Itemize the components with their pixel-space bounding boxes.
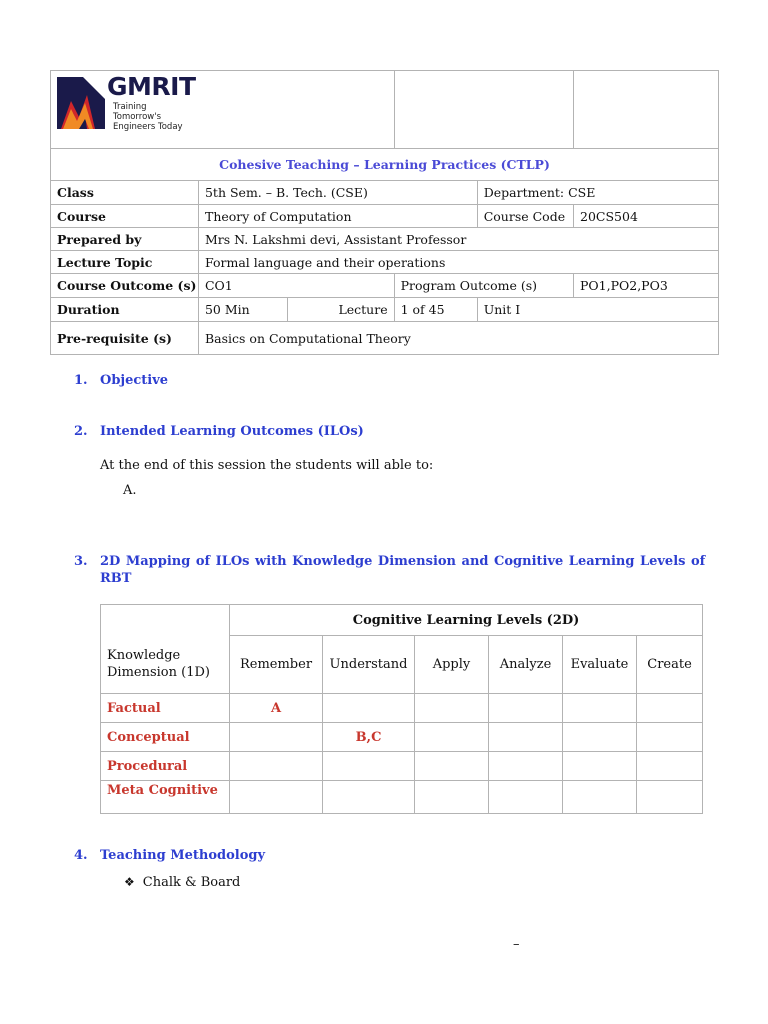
duration-value: 50 Min xyxy=(198,298,287,322)
table-cell xyxy=(415,752,489,781)
table-row xyxy=(101,781,703,814)
table-row xyxy=(101,694,703,723)
logo-tagline xyxy=(113,102,193,132)
course-outcome-value: CO1 xyxy=(198,274,394,298)
section-title-line-1: 2D Mapping of ILOs with Knowledge Dimension and Cognitive Learning Levels of xyxy=(100,554,706,569)
ilo-intro-text: At the end of this session the students will able to: xyxy=(100,458,434,473)
row-label-conceptual: Conceptual xyxy=(101,723,230,752)
level-header-evaluate: Evaluate xyxy=(563,636,637,694)
course-code-label: Course Code xyxy=(477,205,573,228)
blank-header-cell xyxy=(394,71,573,149)
section-title: Objective xyxy=(100,373,169,388)
course-code-value: 20CS504 xyxy=(574,205,719,228)
table-cell xyxy=(323,781,415,814)
level-header-apply: Apply xyxy=(415,636,489,694)
table-cell xyxy=(323,694,415,723)
ilo-item-a: A. xyxy=(123,483,137,498)
logo-brand-text: GMRIT xyxy=(107,71,196,101)
logo-tagline-line-1: Training Tomorrow's xyxy=(113,101,161,122)
table-cell xyxy=(489,781,563,814)
knowledge-dimension-line-2: Dimension (1D) xyxy=(107,665,210,681)
corner-cell xyxy=(101,605,230,636)
cognitive-levels-table xyxy=(100,604,703,814)
section-number: 3. xyxy=(74,554,88,569)
course-outcome-label: Course Outcome (s) xyxy=(51,274,199,298)
cognitive-levels-header: Cognitive Learning Levels (2D) xyxy=(230,605,703,636)
section-number: 1. xyxy=(74,373,88,388)
methodology-item-text: Chalk & Board xyxy=(142,875,241,890)
class-value: 5th Sem. – B. Tech. (CSE) xyxy=(198,181,477,205)
section-2d-mapping xyxy=(74,554,706,588)
table-row xyxy=(101,752,703,781)
table-cell xyxy=(415,694,489,723)
logo-tagline-line-2: Engineers Today xyxy=(113,121,183,132)
prepared-by-value: Mrs N. Lakshmi devi, Assistant Professor xyxy=(198,228,718,251)
prepared-by-label: Prepared by xyxy=(51,228,199,251)
table-cell xyxy=(637,781,703,814)
table-cell xyxy=(415,781,489,814)
table-cell xyxy=(637,752,703,781)
methodology-item xyxy=(124,875,240,890)
table-cell: A xyxy=(230,694,323,723)
blank-header-cell-right xyxy=(574,71,719,149)
lecture-value: 1 of 45 xyxy=(394,298,477,322)
lecture-label: Lecture xyxy=(288,298,394,322)
knowledge-dimension-label xyxy=(101,636,230,694)
course-value: Theory of Computation xyxy=(198,205,477,228)
section-title: Intended Learning Outcomes (ILOs) xyxy=(100,424,364,439)
section-number: 2. xyxy=(74,424,88,439)
section-title: Teaching Methodology xyxy=(100,848,266,863)
section-number: 4. xyxy=(74,848,88,863)
table-cell xyxy=(563,723,637,752)
diamond-bullet-icon: ❖ xyxy=(124,875,135,889)
program-outcome-label: Program Outcome (s) xyxy=(394,274,573,298)
level-header-remember: Remember xyxy=(230,636,323,694)
department-value: Department: CSE xyxy=(477,181,718,205)
duration-label: Duration xyxy=(51,298,199,322)
level-header-analyze: Analyze xyxy=(489,636,563,694)
table-cell xyxy=(563,752,637,781)
table-cell xyxy=(637,694,703,723)
course-label: Course xyxy=(51,205,199,228)
college-logo-icon xyxy=(57,77,105,129)
table-cell xyxy=(230,781,323,814)
row-label-meta-cognitive: Meta Cognitive xyxy=(101,781,230,814)
row-label-factual: Factual xyxy=(101,694,230,723)
lecture-topic-value: Formal language and their operations xyxy=(198,251,718,274)
table-cell: B,C xyxy=(323,723,415,752)
footer-mark: – xyxy=(513,937,520,952)
table-cell xyxy=(563,694,637,723)
section-title-line-2: RBT xyxy=(100,571,132,586)
prerequisite-value: Basics on Computational Theory xyxy=(198,322,718,355)
class-label: Class xyxy=(51,181,199,205)
table-cell xyxy=(489,723,563,752)
table-cell xyxy=(323,752,415,781)
unit-value: Unit I xyxy=(477,298,718,322)
table-cell xyxy=(489,694,563,723)
ctlp-title: Cohesive Teaching – Learning Practices (CTLP) xyxy=(51,149,719,181)
level-header-understand: Understand xyxy=(323,636,415,694)
table-cell xyxy=(230,723,323,752)
table-cell xyxy=(415,723,489,752)
table-cell xyxy=(637,723,703,752)
program-outcome-value: PO1,PO2,PO3 xyxy=(574,274,719,298)
knowledge-dimension-line-1: Knowledge xyxy=(107,648,181,664)
level-header-create: Create xyxy=(637,636,703,694)
table-cell xyxy=(563,781,637,814)
table-cell xyxy=(230,752,323,781)
course-info-table xyxy=(50,70,719,355)
logo-cell xyxy=(51,71,395,149)
row-label-procedural: Procedural xyxy=(101,752,230,781)
table-row xyxy=(101,723,703,752)
lecture-topic-label: Lecture Topic xyxy=(51,251,199,274)
prerequisite-label: Pre-requisite (s) xyxy=(51,322,199,355)
table-cell xyxy=(489,752,563,781)
